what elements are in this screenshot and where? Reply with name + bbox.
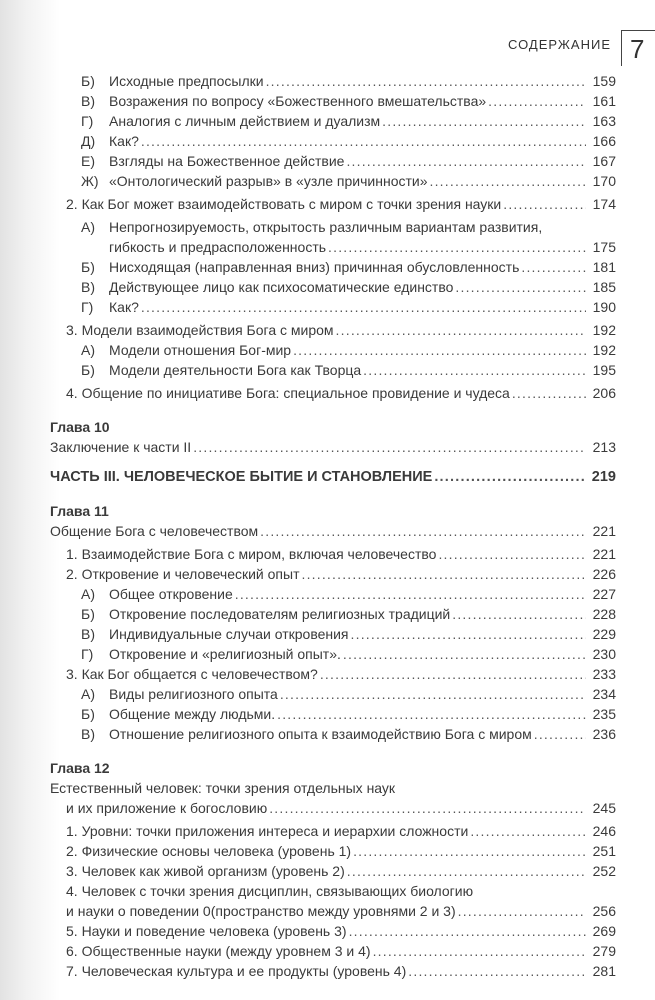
entry-title: Общение между людьми. xyxy=(109,706,276,722)
toc-entry[interactable] xyxy=(50,360,616,380)
dot-leader xyxy=(349,921,586,941)
chapter-label: Глава 10 xyxy=(50,419,110,435)
toc-section[interactable] xyxy=(50,194,616,214)
toc-part[interactable] xyxy=(50,467,616,487)
entry-page: 221 xyxy=(592,523,616,539)
entry-page: 279 xyxy=(592,943,616,959)
entry-page: 236 xyxy=(592,726,616,742)
section-title: 3. Человек как живой организм (уровень 2) xyxy=(66,863,345,879)
entry-marker: Б) xyxy=(81,73,95,89)
entry-page: 170 xyxy=(592,173,616,189)
section-title-line1: 4. Человек с точки зрения дисциплин, связывающих биологию xyxy=(66,883,474,899)
section-title: 1. Взаимодействие Бога с миром, включая человечество xyxy=(66,546,437,562)
chapter-title: и их приложение к богословию xyxy=(66,800,268,816)
dot-leader xyxy=(347,861,586,881)
entry-page: 221 xyxy=(592,546,616,562)
entry-page: 228 xyxy=(592,606,616,622)
entry-title: Исходные предпосылки xyxy=(109,73,264,89)
section-title: 7. Человеческая культура и ее продукты (уровень 4) xyxy=(66,963,407,979)
entry-marker: А) xyxy=(81,686,95,702)
entry-title: Как? xyxy=(109,299,139,315)
part-title: ЧАСТЬ III. ЧЕЛОВЕЧЕСКОЕ БЫТИЕ И СТАНОВЛЕНИЕ xyxy=(50,469,433,485)
entry-page: 245 xyxy=(592,800,616,816)
entry-title: гибкость и предрасположенность xyxy=(109,239,327,255)
dot-leader xyxy=(452,604,586,624)
toc-section[interactable] xyxy=(50,901,616,921)
dot-leader xyxy=(336,320,586,340)
toc-entry[interactable] xyxy=(50,71,616,91)
toc-entry[interactable] xyxy=(50,684,616,704)
entry-marker: Ж) xyxy=(81,173,99,189)
running-title: СОДЕРЖАНИЕ xyxy=(507,37,611,52)
section-title: 3. Модели взаимодействия Бога с миром xyxy=(66,322,334,338)
entry-marker: Е) xyxy=(81,153,95,169)
chapter-label: Глава 12 xyxy=(50,760,110,776)
entry-marker: А) xyxy=(81,586,95,602)
entry-page: 185 xyxy=(592,279,616,295)
dot-leader xyxy=(488,91,586,111)
dot-leader xyxy=(470,821,586,841)
toc-entry[interactable] xyxy=(50,624,616,644)
toc-entry[interactable] xyxy=(50,340,616,360)
dot-leader xyxy=(373,941,586,961)
entry-title: Откровение и «религиозный опыт». xyxy=(109,646,341,662)
dot-leader xyxy=(351,624,586,644)
entry-page: 213 xyxy=(592,439,616,455)
toc-entry[interactable] xyxy=(50,237,616,257)
entry-marker: В) xyxy=(81,93,95,109)
entry-page: 181 xyxy=(592,259,616,275)
entry-page: 175 xyxy=(592,239,616,255)
toc-chapter[interactable] xyxy=(50,437,616,457)
entry-page: 251 xyxy=(592,843,616,859)
section-title: 3. Как Бог общается с человечеством? xyxy=(66,666,318,682)
section-title: 5. Науки и поведение человека (уровень 3) xyxy=(66,923,347,939)
toc-entry[interactable] xyxy=(50,704,616,724)
toc-entry[interactable] xyxy=(50,257,616,277)
entry-title: Возражения по вопросу «Божественного вмешательства» xyxy=(109,93,487,109)
toc-section[interactable] xyxy=(50,383,616,403)
toc-section[interactable] xyxy=(50,861,616,881)
entry-marker: В) xyxy=(81,626,95,642)
table-of-contents xyxy=(50,71,616,981)
entry-title: Индивидуальные случаи откровения xyxy=(109,626,349,642)
toc-entry[interactable] xyxy=(50,111,616,131)
toc-section[interactable] xyxy=(50,320,616,340)
entry-page: 229 xyxy=(592,626,616,642)
section-title: 2. Откровение и человеческий опыт xyxy=(66,566,300,582)
dot-leader xyxy=(269,798,586,818)
entry-marker: Г) xyxy=(81,113,94,129)
toc-entry[interactable] xyxy=(50,724,616,744)
chapter-title-line1: Естественный человек: точки зрения отдельных наук xyxy=(50,780,396,796)
toc-entry[interactable] xyxy=(50,151,616,171)
entry-title-line1: Непрогнозируемость, открытость различным вариантам развития, xyxy=(109,219,543,235)
dot-leader xyxy=(346,151,586,171)
toc-entry[interactable] xyxy=(50,604,616,624)
entry-title: Модели деятельности Бога как Творца xyxy=(109,362,362,378)
dot-leader xyxy=(235,584,586,604)
entry-page: 269 xyxy=(592,923,616,939)
section-title: 2. Как Бог может взаимодействовать с миром с точки зрения науки xyxy=(66,196,502,212)
dot-leader xyxy=(301,564,586,584)
dot-leader xyxy=(438,544,586,564)
section-title: 2. Физические основы человека (уровень 1) xyxy=(66,843,352,859)
entry-page: 233 xyxy=(592,666,616,682)
toc-entry[interactable] xyxy=(50,277,616,297)
entry-marker: Г) xyxy=(81,299,94,315)
entry-page: 174 xyxy=(592,196,616,212)
entry-page: 252 xyxy=(592,863,616,879)
dot-leader xyxy=(266,71,586,91)
entry-page: 163 xyxy=(592,113,616,129)
entry-title: Нисходящая (направленная вниз) причинная обусловленность xyxy=(109,259,520,275)
toc-section[interactable] xyxy=(50,961,616,981)
entry-marker: Б) xyxy=(81,606,95,622)
entry-page: 227 xyxy=(592,586,616,602)
toc-entry[interactable] xyxy=(50,171,616,191)
chapter-title: Общение Бога с человечеством xyxy=(50,523,259,539)
dot-leader xyxy=(293,340,586,360)
dot-leader xyxy=(193,437,586,457)
dot-leader xyxy=(363,360,586,380)
toc-chapter[interactable] xyxy=(50,798,616,818)
dot-leader xyxy=(328,237,586,257)
section-title: и науки о поведении 0(пространство между уровнями 2 и 3) xyxy=(66,903,456,919)
entry-page: 235 xyxy=(592,706,616,722)
dot-leader xyxy=(353,841,586,861)
toc-section[interactable] xyxy=(50,544,616,564)
entry-marker: Б) xyxy=(81,706,95,722)
entry-page: 161 xyxy=(592,93,616,109)
toc-section-line1[interactable] xyxy=(50,881,616,901)
dot-leader xyxy=(521,257,586,277)
toc-chapter[interactable] xyxy=(50,521,616,541)
entry-title: Действующее лицо как психосоматические единство xyxy=(109,279,454,295)
page-number: 7 xyxy=(621,30,655,66)
entry-marker: В) xyxy=(81,279,95,295)
entry-page: 206 xyxy=(592,385,616,401)
toc-section[interactable] xyxy=(50,564,616,584)
toc-entry[interactable] xyxy=(50,297,616,317)
chapter-label: Глава 11 xyxy=(50,503,109,519)
toc-chapter-line1[interactable] xyxy=(50,778,616,798)
section-title: 4. Общение по инициативе Бога: специальное провидение и чудеса xyxy=(66,385,510,401)
entry-page: 281 xyxy=(592,963,616,979)
entry-page: 195 xyxy=(592,362,616,378)
toc-section[interactable] xyxy=(50,841,616,861)
dot-leader xyxy=(434,467,586,487)
entry-page: 234 xyxy=(592,686,616,702)
section-title: 1. Уровни: точки приложения интереса и иерархии сложности xyxy=(66,823,469,839)
entry-title: Откровение последователям религиозных традиций xyxy=(109,606,451,622)
dot-leader xyxy=(503,194,586,214)
entry-title: Взгляды на Божественное действие xyxy=(109,153,345,169)
section-title: 6. Общественные науки (между уровнем 3 и 4) xyxy=(66,943,371,959)
dot-leader xyxy=(277,704,586,724)
entry-page: 166 xyxy=(592,133,616,149)
dot-leader xyxy=(430,171,587,191)
entry-marker: Б) xyxy=(81,362,95,378)
chapter-title: Заключение к части II xyxy=(50,439,192,455)
entry-title: Виды религиозного опыта xyxy=(109,686,278,702)
entry-page: 230 xyxy=(592,646,616,662)
running-header xyxy=(508,30,655,70)
toc-section[interactable] xyxy=(50,821,616,841)
toc-section[interactable] xyxy=(50,941,616,961)
entry-marker: В) xyxy=(81,726,95,742)
entry-title: Общее откровение xyxy=(109,586,233,602)
dot-leader xyxy=(141,297,586,317)
entry-page: 192 xyxy=(592,322,616,338)
dot-leader xyxy=(141,131,586,151)
entry-title: Как? xyxy=(109,133,139,149)
dot-leader xyxy=(343,644,586,664)
entry-marker: Д) xyxy=(81,133,96,149)
dot-leader xyxy=(408,961,586,981)
entry-marker: Г) xyxy=(81,646,94,662)
dot-leader xyxy=(458,901,586,921)
dot-leader xyxy=(512,383,586,403)
toc-entry[interactable] xyxy=(50,91,616,111)
entry-page: 219 xyxy=(591,469,616,485)
entry-page: 246 xyxy=(592,823,616,839)
entry-title: «Онтологический разрыв» в «узле причинности» xyxy=(109,173,428,189)
entry-page: 256 xyxy=(592,903,616,919)
entry-page: 190 xyxy=(592,299,616,315)
entry-page: 159 xyxy=(592,73,616,89)
toc-entry[interactable] xyxy=(50,584,616,604)
toc-entry-line1[interactable] xyxy=(50,217,616,237)
dot-leader xyxy=(455,277,586,297)
toc-section[interactable] xyxy=(50,921,616,941)
entry-marker: Б) xyxy=(81,259,95,275)
dot-leader xyxy=(382,111,586,131)
toc-entry[interactable] xyxy=(50,644,616,664)
dot-leader xyxy=(260,521,586,541)
entry-page: 167 xyxy=(592,153,616,169)
dot-leader xyxy=(280,684,586,704)
entry-marker: А) xyxy=(81,342,95,358)
toc-entry[interactable] xyxy=(50,131,616,151)
dot-leader xyxy=(534,724,586,744)
entry-page: 192 xyxy=(592,342,616,358)
entry-title: Отношение религиозного опыта к взаимодействию Бога с миром xyxy=(109,726,532,742)
dot-leader xyxy=(320,664,586,684)
entry-title: Модели отношения Бог-мир xyxy=(109,342,292,358)
toc-section[interactable] xyxy=(50,664,616,684)
entry-marker: А) xyxy=(81,219,95,235)
entry-page: 226 xyxy=(592,566,616,582)
entry-title: Аналогия с личным действием и дуализм xyxy=(109,113,381,129)
